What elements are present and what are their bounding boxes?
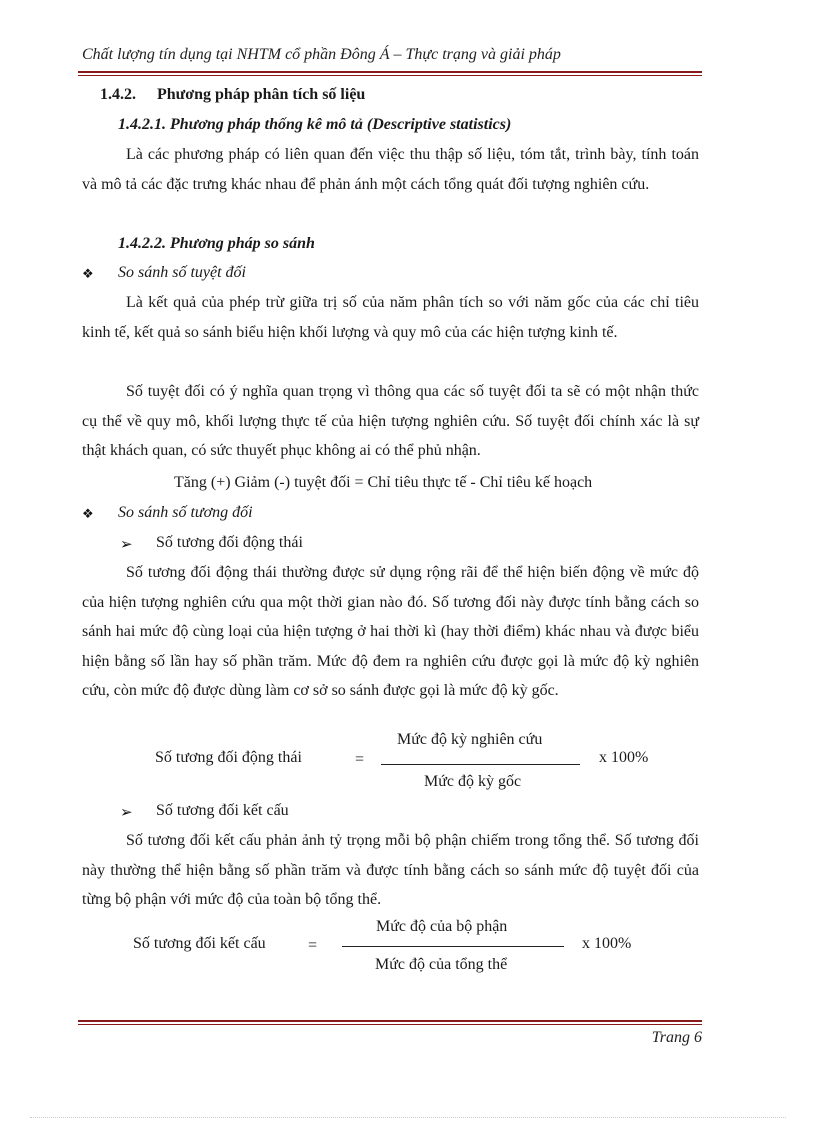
footer-rule	[78, 1020, 702, 1025]
fraction-bar	[342, 946, 564, 947]
section-title: Phương pháp phân tích số liệu	[157, 86, 366, 103]
page-number: Trang 6	[651, 1029, 702, 1046]
heading-relative: So sánh số tương đối	[118, 504, 253, 521]
formula-dynamic-numerator: Mức độ kỳ nghiên cứu	[397, 731, 543, 748]
heading-structure: Số tương đối kết cấu	[156, 802, 289, 819]
formula-dynamic-multiplier: x 100%	[599, 749, 649, 766]
formula-structure-label: Số tương đối kết cấu	[133, 935, 266, 952]
subsection-title-comparison: 1.4.2.2. Phương pháp so sánh	[118, 235, 315, 252]
heading-dynamic: Số tương đối động thái	[156, 534, 303, 551]
paragraph-structure: Số tương đối kết cấu phản ảnh tỷ trọng mỗi bộ phận chiếm trong tổng thể. Số tương đối này thường thể hiện bằng số phần trăm và được tính bằng cách so sánh mức độ tuyệt đối của từng bộ phận với mức độ của toàn bộ tổng thể.	[82, 832, 699, 909]
formula-structure-equals: =	[308, 937, 318, 954]
heading-absolute: So sánh số tuyệt đối	[118, 264, 246, 281]
formula-structure-multiplier: x 100%	[582, 935, 632, 952]
running-header: Chất lượng tín dụng tại NHTM cổ phần Đông Á – Thực trạng và giải pháp	[82, 46, 561, 63]
formula-dynamic-label: Số tương đối động thái	[155, 749, 302, 766]
paragraph-absolute-2: Số tuyệt đối có ý nghĩa quan trọng vì thông qua các số tuyệt đối ta sẽ có một nhận thức cụ thể về quy mô, khối lượng thực tế của hiện tượng nghiên cứu. Số tuyệt đối chính xác là sự thật khách quan, có sức thuyết phục không ai có thể phủ nhận.	[82, 383, 699, 460]
formula-structure-numerator: Mức độ của bộ phận	[376, 918, 508, 935]
paragraph-descriptive: Là các phương pháp có liên quan đến việc thu thập số liệu, tóm tắt, trình bày, tính toán và mô tả các đặc trưng khác nhau để phản ánh một cách tổng quát đối tượng nghiên cứu.	[82, 146, 699, 193]
subsection-title-descriptive: 1.4.2.1. Phương pháp thống kê mô tả (Descriptive statistics)	[118, 116, 512, 133]
formula-dynamic-denominator: Mức độ kỳ gốc	[424, 773, 522, 790]
header-rule	[78, 71, 702, 76]
diamond-bullet-icon: ❖	[82, 506, 94, 521]
formula-dynamic-equals: =	[355, 751, 365, 768]
arrow-bullet-icon: ➢	[120, 805, 133, 821]
paragraph-absolute-1: Là kết quả của phép trừ giữa trị số của năm phân tích so với năm gốc của các chỉ tiêu kinh tế, kết quả so sánh biểu hiện khối lượng và quy mô của các hiện tượng kinh tế.	[82, 294, 699, 341]
paragraph-dynamic: Số tương đối động thái thường được sử dụng rộng rãi để thể hiện biến động về mức độ của hiện tượng nghiên cứu qua một thời gian nào đó. Số tương đối này được tính bằng cách so sánh hai mức độ cùng loại của hiện tượng ở hai thời kì (hay thời điểm) khác nhau và được biểu hiện bằng số lần hay số phần trăm. Mức độ đem ra nghiên cứu được gọi là mức độ kỳ nghiên cứu, còn mức độ được dùng làm cơ sở so sánh được gọi là mức độ kỳ gốc.	[82, 564, 699, 700]
formula-absolute: Tăng (+) Giảm (-) tuyệt đối = Chỉ tiêu thực tế - Chỉ tiêu kế hoạch	[174, 474, 593, 491]
formula-structure-denominator: Mức độ của tổng thể	[375, 956, 508, 973]
fraction-bar	[381, 764, 580, 765]
diamond-bullet-icon: ❖	[82, 266, 94, 281]
page-edge	[30, 1117, 786, 1118]
arrow-bullet-icon: ➢	[120, 537, 133, 553]
section-number: 1.4.2.	[100, 86, 136, 103]
